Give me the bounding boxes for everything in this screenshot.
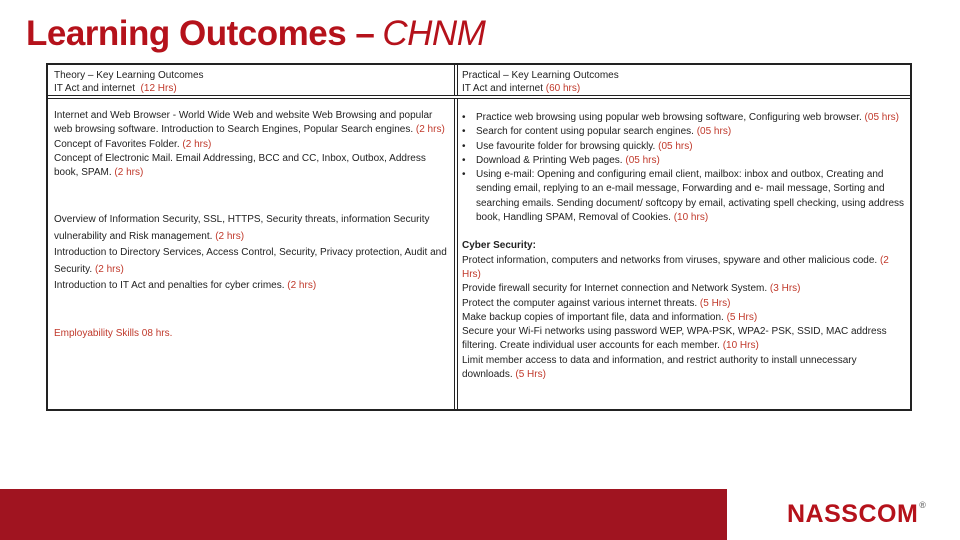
title-main: Learning Outcomes – — [26, 14, 375, 53]
practical-bullet-item: • Use favourite folder for browsing quickly. (05 hrs) — [462, 140, 906, 154]
bullet-icon: • — [462, 140, 466, 152]
hours-label: (05 hrs) — [658, 140, 693, 152]
hours-label: (2 hrs) — [182, 138, 212, 150]
theory-header-hours: (12 Hrs) — [140, 83, 177, 94]
theory-block-internet — [54, 109, 448, 180]
theory-item: Internet and Web Browser - World Wide Web and website Web Browsing and popular web browsing software. Introduction to Search Engines, Popular Search engines. (2 hrs) — [54, 110, 445, 136]
cyber-item: Provide firewall security for Internet connection and Network System. (3 Hrs) — [462, 283, 801, 295]
practical-header-subtitle: IT Act and internet (60 hrs) — [462, 83, 581, 94]
practical-header-hours: (60 hrs) — [545, 83, 581, 94]
cyber-security-list — [462, 254, 906, 383]
hours-label: (2 hrs) — [415, 124, 445, 136]
hours-label: (5 Hrs) — [699, 297, 731, 309]
cyber-item: Protect information, computers and networks from viruses, spyware and other malicious code. (2 Hrs) — [462, 254, 889, 280]
hours-label: (5 Hrs) — [515, 369, 546, 381]
theory-item: Concept of Electronic Mail. Email Addressing, BCC and CC, Inbox, Outbox, Address book, SPAM. (2 hrs) — [54, 152, 426, 179]
practical-bullet-item: • Practice web browsing using popular web browsing software, Configuring web browser. (05 hrs) — [462, 111, 906, 125]
bullet-icon: • — [462, 126, 466, 138]
theory-item: Concept of Favorites Folder. (2 hrs) — [54, 138, 212, 150]
nasscom-logo: NASSCOM® — [787, 500, 927, 528]
cyber-item: Protect the computer against various internet threats. (5 Hrs) — [462, 297, 731, 309]
theory-body — [54, 109, 448, 341]
hours-label: (3 Hrs) — [769, 283, 801, 295]
outcomes-table — [46, 63, 912, 411]
hours-label: (2 hrs) — [215, 230, 245, 242]
title-italic: CHNM — [382, 14, 486, 53]
cyber-security-heading: Cyber Security: — [462, 240, 536, 252]
practical-bullet-list — [462, 111, 906, 225]
practical-header-title: Practical – Key Learning Outcomes — [462, 70, 619, 81]
hours-label: (2 hrs) — [94, 263, 124, 275]
header-divider — [48, 95, 910, 99]
practical-bullet-item: • Download & Printing Web pages. (05 hrs) — [462, 154, 906, 168]
hours-label: (05 hrs) — [864, 112, 899, 123]
column-divider — [454, 65, 458, 409]
footer-band — [0, 489, 727, 540]
hours-label: (05 hrs) — [696, 126, 732, 138]
registered-mark: ® — [919, 500, 927, 510]
bullet-icon: • — [462, 169, 466, 181]
hours-label: (2 Hrs) — [462, 254, 889, 280]
hours-label: (2 hrs) — [287, 280, 317, 292]
practical-body — [462, 111, 906, 382]
theory-item: Introduction to Directory Services, Access Control, Security, Privacy protection, Audit and Security. (2 hrs) — [54, 247, 447, 275]
theory-header-title: Theory – Key Learning Outcomes — [54, 70, 204, 81]
hours-label: (2 hrs) — [114, 167, 144, 179]
cyber-item: Limit member access to data and information, and restrict authority to install unnecessary downloads. (5 Hrs) — [462, 354, 857, 381]
theory-item: Overview of Information Security, SSL, HTTPS, Security threats, information Security vulnerability and Risk management. (2 hrs) — [54, 214, 430, 242]
hours-label: (05 hrs) — [625, 154, 660, 166]
page-title — [26, 14, 485, 54]
hours-label: (10 Hrs) — [722, 340, 759, 352]
practical-bullet-item: • Search for content using popular search engines. (05 hrs) — [462, 125, 906, 139]
hours-label: (10 hrs) — [673, 212, 709, 224]
practical-header — [462, 69, 906, 95]
bullet-icon: • — [462, 112, 466, 123]
theory-block-security — [54, 212, 448, 295]
theory-item: Introduction to IT Act and penalties for cyber crimes. (2 hrs) — [54, 280, 317, 292]
cyber-item: Make backup copies of important file, data and information. (5 Hrs) — [462, 311, 758, 323]
cyber-item: Secure your Wi-Fi networks using password WEP, WPA-PSK, WPA2- PSK, SSID, MAC address filtering. Create individual user accounts for each member. (10 Hrs) — [462, 326, 887, 352]
theory-header — [54, 69, 450, 95]
practical-bullet-item: • Using e-mail: Opening and configuring email client, mailbox: inbox and outbox, Creating and sending email, replying to an e-mail message, Forwarding and e- mail message, Sorting and searching emails. Sending document/ softcopy by email, activating spell checking, using address book, Handling SPAM, Removal of Cookies. (10 hrs) — [462, 169, 905, 224]
employability-skills: Employability Skills 08 hrs. — [54, 327, 173, 339]
bullet-icon: • — [462, 154, 466, 166]
hours-label: (5 Hrs) — [726, 311, 758, 323]
theory-header-subtitle: IT Act and internet (12 Hrs) — [54, 83, 177, 94]
